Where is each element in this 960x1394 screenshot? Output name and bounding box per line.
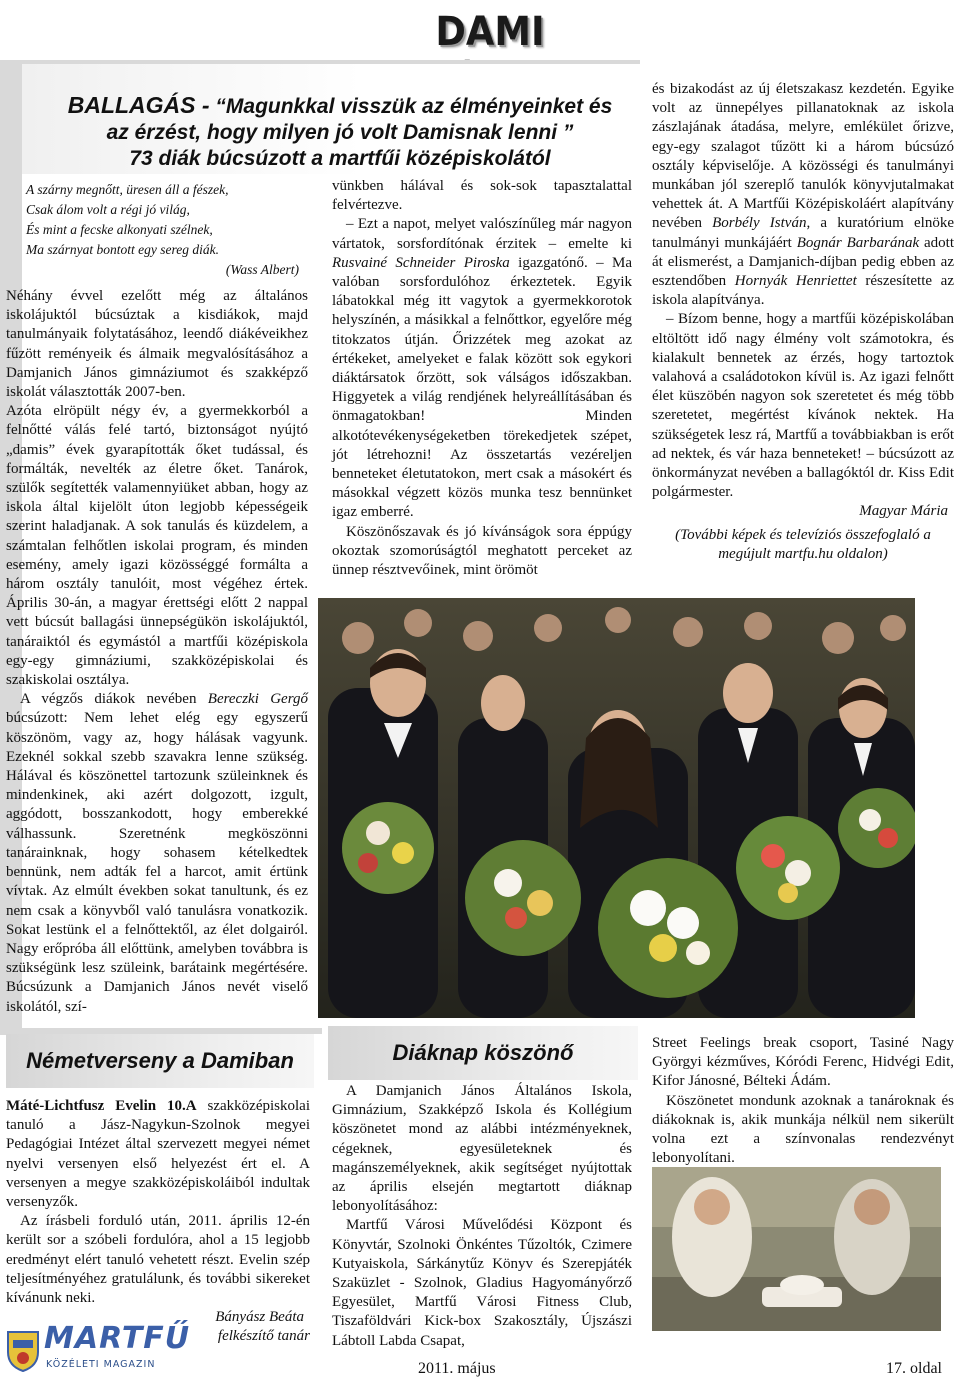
- paragraph: és bizakodást az új életszakasz kezdetén. Egyike volt az ünnepélyes pillanatoknak az iskola zászlajának átadása, melyre, emlékület őrizve, egy-egy szalagot tűzött ki a három búcsúzó osztály képviselője. A közösségi és tanulmányi munkában jól szereplő tanulók könyvjutalmakat vehettek át. A Martfűi Középiskoláért alapítvány nevében Borbély István, a kuratórium elnöke tanulmányi munkájáért Bognár Barbarának adott át elismerést, a Damjanich-díjban pedig ebben az esztendőben Hornyák Henriettet részesítette az iskola alapítványa.: [652, 81, 955, 309]
- headline-quote-1: “Magunkkal visszük az élményeinket és: [215, 95, 613, 118]
- person-name: Bognár Barbarának: [796, 234, 920, 251]
- paragraph: vünkben hálával és sok-sok tapasztalattal felvértezve.: [332, 178, 632, 214]
- poem-line: A szárny megnőtt, üresen áll a fészek,: [26, 182, 229, 197]
- graduation-photo: [318, 598, 915, 1018]
- poem-line: És mint a fecske alkonyati szélnek,: [26, 222, 213, 237]
- teacher-role: felkészítő tanár: [217, 1328, 310, 1345]
- more-info-note: (További képek és televíziós összefoglaló a megújult martfu.hu oldalon): [675, 526, 931, 562]
- page-number: 17. oldal: [886, 1360, 942, 1377]
- coat-of-arms-icon: [6, 1328, 40, 1372]
- person-name: Hornyák Henriettet: [734, 273, 857, 290]
- article-headline: [60, 92, 620, 172]
- headline-subtitle: 73 diák búcsúzott a martfűi középiskolától: [129, 147, 551, 170]
- diaknap-column-2: [652, 1034, 954, 1168]
- headline-label: BALLAGÁS -: [67, 92, 210, 118]
- masthead-title: DAMI: [435, 9, 545, 55]
- paragraph: Köszönőszavak és jó kívánságok sora éppúgy okoztak szomorúságtól meghatott perceket az ünnep résztvevőinek, mint örömöt: [332, 523, 632, 579]
- paragraph: – Bízom benne, hogy a martfűi középiskolában eltöltött idő nagy élmény volt számotokra, és kialakult bennetek az érzés, hogy tartoztok valahová a családotokon kívül is. Az igazi felnőtt élet küszöbén nagyon sok szeretetet és még több szeretetet, megértést kívánok nektek. Ha szükségetek lesz rá, Martfű a továbbiakban is erőt ad nektek, és vár haza benneteket! – búcsúzott az önkormányzat nevében a ballagóktól dr. Kiss Edit polgármester.: [652, 311, 954, 501]
- logo-subtitle: KÖZÉLETI MAGAZIN: [46, 1359, 156, 1370]
- nemetverseny-article: [6, 1097, 310, 1347]
- diaknap-column-1: [332, 1082, 632, 1351]
- paragraph: Köszönetet mondunk azoknak a tanároknak és diákoknak is, akik munkája nélkül nem sikerült volna ezt a színvonalas rendezvényt lebonyolítani.: [652, 1092, 954, 1167]
- paragraph: Az írásbeli forduló után, 2011. április 12-én került sor a szóbeli fordulóra, ahol a 15 legjobb eredményt elért tanuló vehetett részt. Evelin szép teljesítményéhez gratulálunk, és további sikereket kívánunk neki.: [6, 1213, 310, 1307]
- paragraph: Néhány évvel ezelőtt még az általános iskolájuktól búcsúztak a kisdiákok, majd tanulmányaik folytatásához, leendő diákéveikhez fűzött reményeik és álmaik megvalósításához a Damjanich János gimnáziumot és szakképző iskolát választották 2007-ben.: [6, 288, 308, 401]
- paragraph: A végzős diákok nevében Bereczki Gergő búcsúzott: Nem lehet elég egy egyszerű köszönöm, vagy az, hogy hálásak vagyunk. Ezeknél sokkal szebb szavakra lenne szükség. Hálával és köszönettel tartozunk szüleinknek és mindenkinek, aki azért dolgozott, izgult, aggódott, bosszankodott, hogy emberekké válhassunk. Szeretnénk megköszönni tanárainknak, hogy sohasem kételkedtek bennünk, nem adták fel a harcot, amit értünk vívtak. Az elmúlt években sokat tanultunk, és ez nem csak a könyvből való tanulásra vonatkozik. Sokat lestünk el a felnőttektől, az élet dolgairól. Nagy erőpróba áll előttünk, amelyben továbbra is szükségünk lesz szüleink, barátaink megértésére. Búcsúzunk a Damjanich János nevét viselő iskolától, szí-: [6, 691, 308, 1015]
- author-signature: Magyar Mária: [859, 503, 948, 520]
- poem-author: (Wass Albert): [225, 262, 299, 277]
- paragraph: Street Feelings break csoport, Tasiné Nagy Györgyi kézműves, Kóródi Ferenc, Hidvégi Edit, Kifor Jánosné, Bélteki Ádám.: [652, 1035, 954, 1090]
- issue-date: 2011. május: [418, 1360, 496, 1377]
- poem: [26, 180, 301, 280]
- graduation-photo-illustration: [318, 598, 915, 1018]
- person-name: Rusvainé Schneider Piroska: [332, 254, 510, 271]
- poem-line: Ma szárnyat bontott egy sereg diák.: [26, 242, 219, 257]
- paragraph: A Damjanich János Általános Iskola, Gimnázium, Szakképző Iskola és Kollégium köszönetet mond az alábbi intézményeknek, cégeknek, egyesületeknek és magánszemélyeknek, akik segítséget nyújtottak az április elsején megtartott diáknap lebonyolításához:: [332, 1083, 632, 1215]
- diaknap-banner: Diáknap köszönő: [328, 1026, 638, 1080]
- ballagas-column-3: [652, 80, 954, 564]
- paragraph: Martfű Városi Művelődési Központ és Könyvtár, Szolnoki Önkéntes Tűzoltók, Czimere Kutyaiskola, Sárkánytűz Könyv és Szerepjáték Szaküzlet - Szolnok, Gladius Hagyományőrző Egyesület, Martfű Városi Fitness Club, Tiszaföldvári Kick-box Szakosztály, Újszászi Lábtoll Labda Csapat,: [332, 1217, 632, 1349]
- student-name: Máté-Lichtfusz Evelin 10.A: [6, 1098, 197, 1114]
- person-name: Borbély István: [712, 215, 807, 232]
- paragraph: Máté-Lichtfusz Evelin 10.A szakközépiskolai tanuló a Jász-Nagykun-Szolnok megyei Pedagógiai Intézet által szervezett megyei német nyelvi versenyen első helyezést ért el. A versenyen a megye szakközépiskoláiból indultak versenyzők.: [6, 1098, 310, 1211]
- headline-quote-2: az érzést, hogy milyen jó volt Damisnak lenni ”: [106, 121, 574, 144]
- ballagas-column-1: [6, 287, 308, 1017]
- poem-line: Csak álom volt a régi jó világ,: [26, 202, 190, 217]
- nemetverseny-banner: Németverseny a Damiban: [6, 1034, 314, 1088]
- logo-wordmark: MARTFŰ: [44, 1321, 191, 1356]
- ballagas-column-2: [332, 177, 632, 580]
- paragraph: – Ezt a napot, melyet valószínűleg már nagyon vártatok, sorsfordítónak érzitek – emelte ki Rusvainé Schneider Piroska igazgatónő. – Ma valóban sorsfordulóhoz érkeztetek. Egyik lábatokkal még itt vagytok a gyermekkorotok helyszínén, a másikkal a felnőttkor, egyelőre még titokzatos útján. Őrizzétek meg azokat az értékeket, amelyeket e falak között sok egykori diáktársatok őrzött, sok válságos időszakban. Higgyetek a világ rendjének helyreállításában és önmagatokban! Minden alkotótevékenységeketben törekedjetek szépet, jót létrehozni! Az összetartás vezéreljen benneteket életutatokon, mert csak a másokért és másokkal végzett közös munka tesz bennünket igaz emberré.: [332, 216, 632, 521]
- diaknap-photo: [652, 1167, 941, 1331]
- person-name: Bereczki Gergő: [207, 691, 308, 708]
- martfu-logo: [6, 1318, 191, 1388]
- diaknap-photo-illustration: [652, 1167, 941, 1331]
- paragraph: Azóta elröpült négy év, a gyermekkorból a felnőtté válás felé tartó, biztonságot nyújtó „damis” évek gyarapították őket tudással, és formálták, nevelték az életre őket. Tanárok, szülők segítették valamennyiüket abban, hogy az iskola által kijelölt úton legjobb képességeik szerint haladjanak. A sok tanulás és küzdelem, a számtalan felhőtlen iskolai program, és minden esemény, amely igazi közösséggé formálta a három osztály tanulóit, most végéhez értek. Április 30-án, a magyar érettségi előtt 2 nappal vett búcsút ballagási ünnepségükön iskolájuktól, tanáraiktól és egymástól a martfűi középiskola egy-egy gimnáziumi, szakközépiskolai és szakiskolai osztálya.: [6, 403, 308, 689]
- teacher-name: Bányász Beáta: [215, 1309, 304, 1326]
